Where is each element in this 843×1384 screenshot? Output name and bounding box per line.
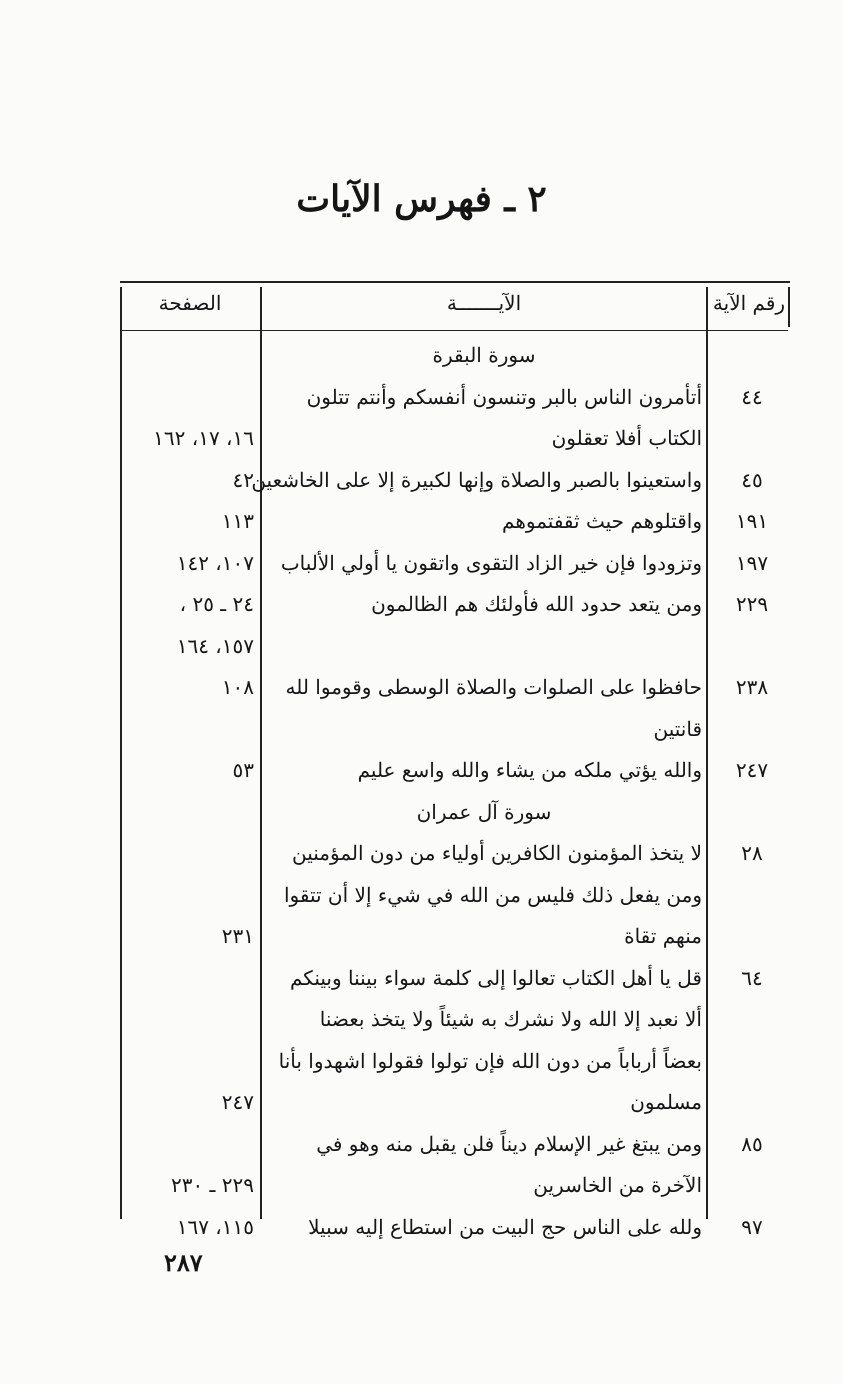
verse-number: ٩٧ (741, 1214, 763, 1239)
page-reference: ١١٣ (221, 509, 254, 533)
page-number: ٢٨٧ (164, 1248, 203, 1277)
surah-name: سورة البقرة (432, 343, 536, 367)
verse-number: ١٩١ (735, 509, 769, 533)
verse-number: ١٩٧ (735, 550, 769, 575)
page-title: ٢ ـ فهرس الآيات (296, 178, 547, 220)
verse-text: ومن يتعد حدود الله فأولئك هم الظالمون (371, 592, 702, 616)
verse-text: ألا نعبد إلا الله ولا نشرك به شيئاً ولا يتخذ بعضنا (319, 1007, 702, 1031)
table-row (120, 1207, 790, 1248)
surah-name: سورة آل عمران (416, 799, 552, 824)
header-verse: الآيـــــــة (446, 291, 522, 315)
table-row (120, 543, 790, 584)
page-reference: ٢٢٩ ـ ٢٣٠ (170, 1173, 254, 1197)
page-reference: ٢٣١ (221, 924, 254, 948)
table-row (120, 584, 790, 625)
verse-text: مسلمون (630, 1090, 702, 1114)
verse-number: ٦٤ (741, 965, 763, 990)
header-rule-verse (262, 330, 706, 331)
verse-text: الآخرة من الخاسرين (533, 1173, 702, 1197)
table-row (120, 418, 790, 459)
table-row (120, 667, 790, 708)
table-row (120, 833, 790, 874)
verse-index-table (120, 281, 790, 1239)
verse-text: قل يا أهل الكتاب تعالوا إلى كلمة سواء بيننا وبينكم (290, 965, 702, 990)
table-row (120, 377, 790, 418)
table-row (120, 1165, 790, 1206)
verse-text: بعضاً أرباباً من دون الله فإن تولوا فقولوا اشهدوا بأنا (278, 1048, 702, 1073)
surah-heading-row (120, 792, 790, 833)
table-row (120, 958, 790, 999)
verse-text: قانتين (653, 716, 702, 741)
verse-text: لا يتخذ المؤمنون الكافرين أولياء من دون المؤمنين (292, 841, 702, 865)
table-row (120, 750, 790, 791)
table-row (120, 916, 790, 957)
verse-text: واقتلوهم حيث ثقفتموهم (502, 509, 702, 533)
page-reference: ١١٥، ١٦٧ (176, 1214, 254, 1239)
header-rule-number (708, 330, 788, 331)
verse-text: أتأمرون الناس بالبر وتنسون أنفسكم وأنتم تتلون (306, 384, 702, 409)
verse-text: واستعينوا بالصبر والصلاة وإنها لكبيرة إلا على الخاشعين (251, 467, 702, 492)
verse-text: والله يؤتي ملكه من يشاء والله واسع عليم (357, 758, 702, 782)
table-row (120, 1124, 790, 1165)
header-page: الصفحة (158, 291, 222, 315)
verse-text: حافظوا على الصلوات والصلاة الوسطى وقوموا لله (285, 675, 702, 699)
table-row (120, 999, 790, 1040)
page-reference: ١٦، ١٧، ١٦٢ (153, 426, 254, 450)
surah-heading-row (120, 335, 790, 376)
table-row (120, 460, 790, 501)
table-row (120, 875, 790, 916)
page-reference: ٥٣ (232, 758, 254, 782)
page-reference: ٤٢ (232, 467, 254, 492)
header-number: رقم الآية (712, 291, 786, 315)
table-row (120, 709, 790, 750)
table-row (120, 626, 790, 667)
verse-text: منهم تقاة (624, 924, 702, 948)
page-reference: ١٠٨ (221, 675, 254, 699)
verse-number: ٢٤٧ (735, 758, 769, 782)
table-top-rule (120, 281, 790, 283)
page-reference: ١٠٧، ١٤٢ (176, 550, 254, 575)
verse-number: ٤٥ (741, 467, 763, 492)
verse-text: الكتاب أفلا تعقلون (551, 426, 702, 450)
page-reference: ١٥٧، ١٦٤ (176, 633, 254, 658)
verse-text: ومن يبتغ غير الإسلام ديناً فلن يقبل منه وهو في (316, 1131, 702, 1156)
verse-number: ٤٤ (741, 384, 763, 409)
header-rule-page (120, 330, 260, 331)
page-reference: ٢٤ ـ ٢٥ ، (179, 592, 254, 616)
page-reference: ٢٤٧ (221, 1090, 254, 1114)
verse-text: ولله على الناس حج البيت من استطاع إليه سبيلا (308, 1214, 702, 1239)
verse-number: ٢٣٨ (735, 675, 769, 699)
verse-text: ومن يفعل ذلك فليس من الله في شيء إلا أن تتقوا (283, 882, 702, 907)
table-row (120, 1082, 790, 1123)
table-row (120, 501, 790, 542)
verse-number: ٢٨ (741, 841, 763, 865)
verse-number: ٨٥ (741, 1131, 763, 1156)
verse-text: وتزودوا فإن خير الزاد التقوى واتقون يا أولي الألباب (280, 550, 702, 575)
table-row (120, 1041, 790, 1082)
verse-number: ٢٢٩ (735, 592, 769, 616)
